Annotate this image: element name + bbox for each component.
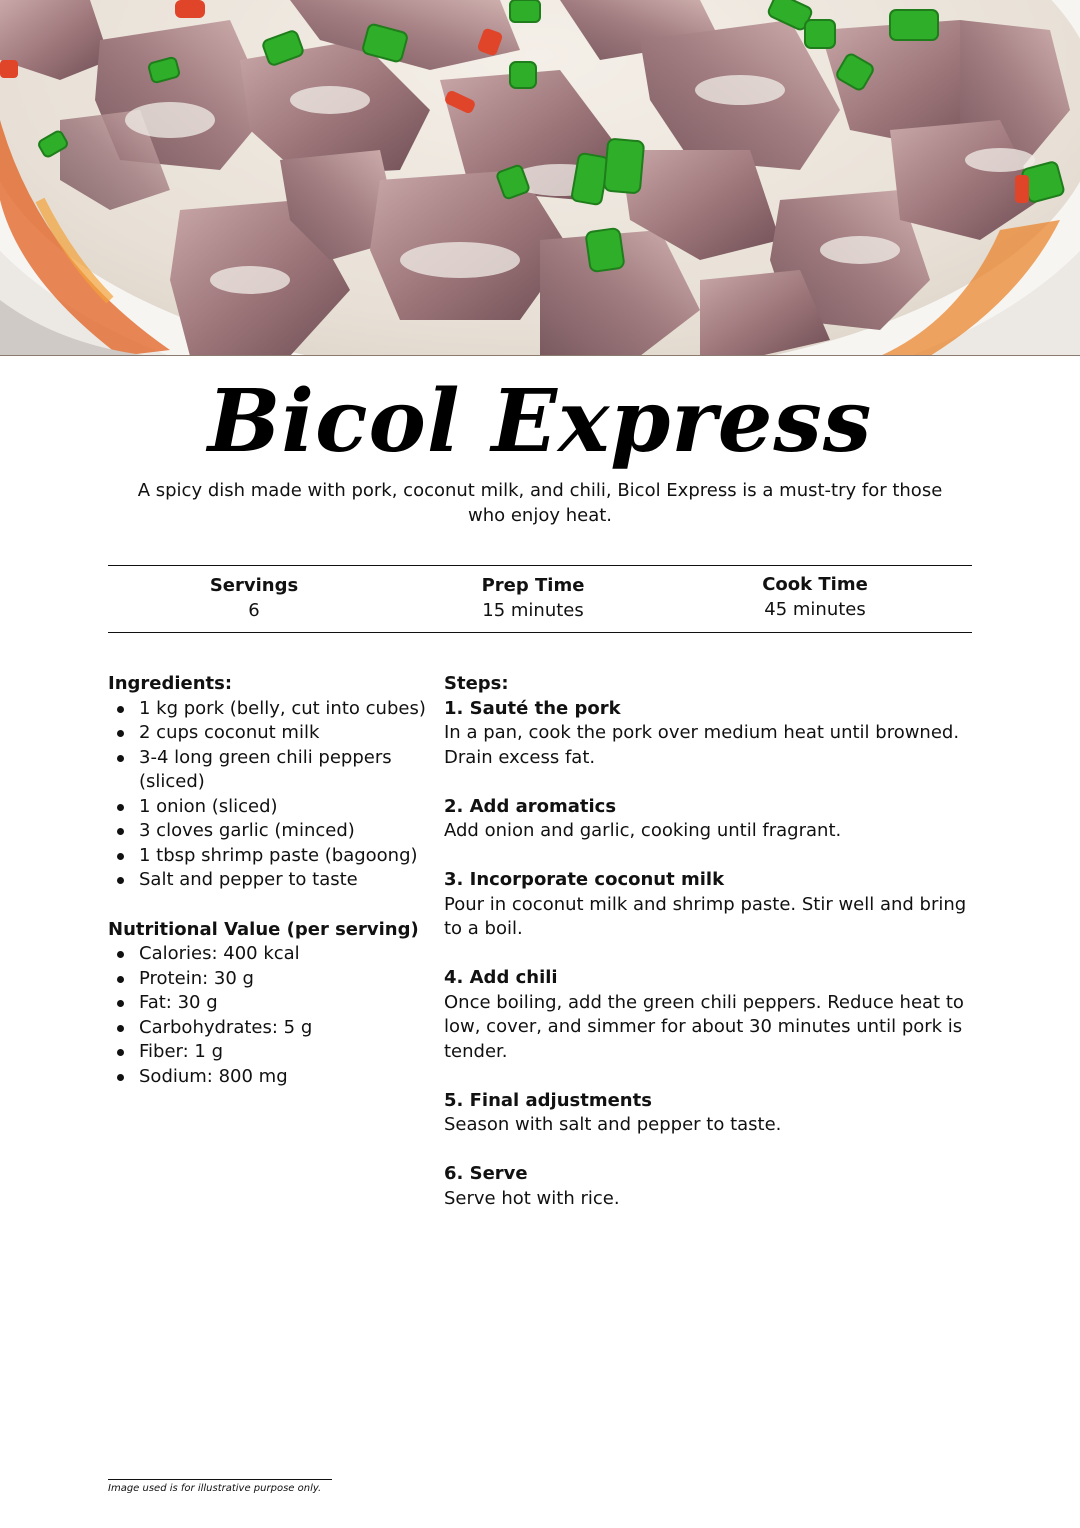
stat-cook-time [695, 572, 935, 622]
ingredient-item: 1 tbsp shrimp paste (bagoong) [108, 844, 428, 869]
nutrition-item: Carbohydrates: 5 g [108, 1016, 428, 1041]
nutrition-item: Fat: 30 g [108, 991, 428, 1016]
nutrition-item: Fiber: 1 g [108, 1040, 428, 1065]
recipe-description: A spicy dish made with pork, coconut milk, and chili, Bicol Express is a must-try for those who enjoy heat. [137, 480, 943, 526]
step-text: Serve hot with rice. [444, 1187, 620, 1209]
step-item [444, 1162, 974, 1211]
left-column [108, 672, 428, 1089]
step-text: Add onion and garlic, cooking until fragrant. [444, 820, 842, 841]
ingredient-item: Salt and pepper to taste [108, 868, 428, 893]
step-title: 2. Add aromatics [444, 795, 617, 817]
nutrition-heading: Nutritional Value (per serving) [108, 918, 419, 940]
recipe-stats-bar [108, 565, 972, 633]
step-item [444, 795, 974, 844]
step-item [444, 868, 974, 942]
steps-column [444, 672, 974, 1236]
stat-servings-label: Servings [209, 575, 299, 596]
step-title: 5. Final adjustments [444, 1089, 652, 1111]
step-text: Once boiling, add the green chili peppers. Reduce heat to low, cover, and simmer for about 30 minutes until pork is tender. [444, 991, 964, 1062]
footnote-divider [108, 1479, 332, 1480]
ingredient-item: 3 cloves garlic (minced) [108, 819, 428, 844]
recipe-title: Bicol Express [207, 371, 873, 472]
ingredient-item: 1 kg pork (belly, cut into cubes) [108, 697, 428, 722]
step-item [444, 697, 974, 771]
ingredients-list [108, 697, 428, 893]
image-disclaimer: Image used is for illustrative purpose only. [108, 1483, 322, 1494]
ingredients-heading: Ingredients: [108, 673, 233, 694]
nutrition-list [108, 942, 428, 1089]
step-title: 6. Serve [444, 1163, 528, 1184]
ingredient-item: 3-4 long green chili peppers (sliced) [108, 746, 428, 795]
ingredient-item: 1 onion (sliced) [108, 795, 428, 820]
nutrition-item: Sodium: 800 mg [108, 1065, 428, 1090]
stat-servings [134, 573, 374, 623]
hero-food-photo [0, 0, 1080, 356]
step-item [444, 1089, 974, 1138]
step-title: 3. Incorporate coconut milk [444, 869, 725, 890]
nutrition-item: Calories: 400 kcal [108, 942, 428, 967]
stat-servings-value: 6 [248, 600, 260, 621]
step-title: 4. Add chili [444, 967, 558, 988]
stat-prep-time-value: 15 minutes [482, 600, 584, 621]
step-text: Pour in coconut milk and shrimp paste. Stir well and bring to a boil. [444, 893, 967, 939]
ingredient-item: 2 cups coconut milk [108, 721, 428, 746]
nutrition-section [108, 918, 428, 1090]
stat-cook-time-label: Cook Time [762, 574, 868, 595]
stat-cook-time-value: 45 minutes [764, 599, 866, 620]
step-text: Season with salt and pepper to taste. [444, 1114, 782, 1135]
stat-prep-time [413, 573, 653, 623]
bicol-express-photo [0, 0, 1080, 356]
step-title: 1. Sauté the pork [444, 697, 621, 719]
step-item [444, 966, 974, 1064]
nutrition-item: Protein: 30 g [108, 967, 428, 992]
stat-prep-time-label: Prep Time [481, 575, 585, 596]
step-text: In a pan, cook the pork over medium heat until browned. Drain excess fat. [444, 722, 960, 768]
steps-heading: Steps: [444, 673, 509, 694]
